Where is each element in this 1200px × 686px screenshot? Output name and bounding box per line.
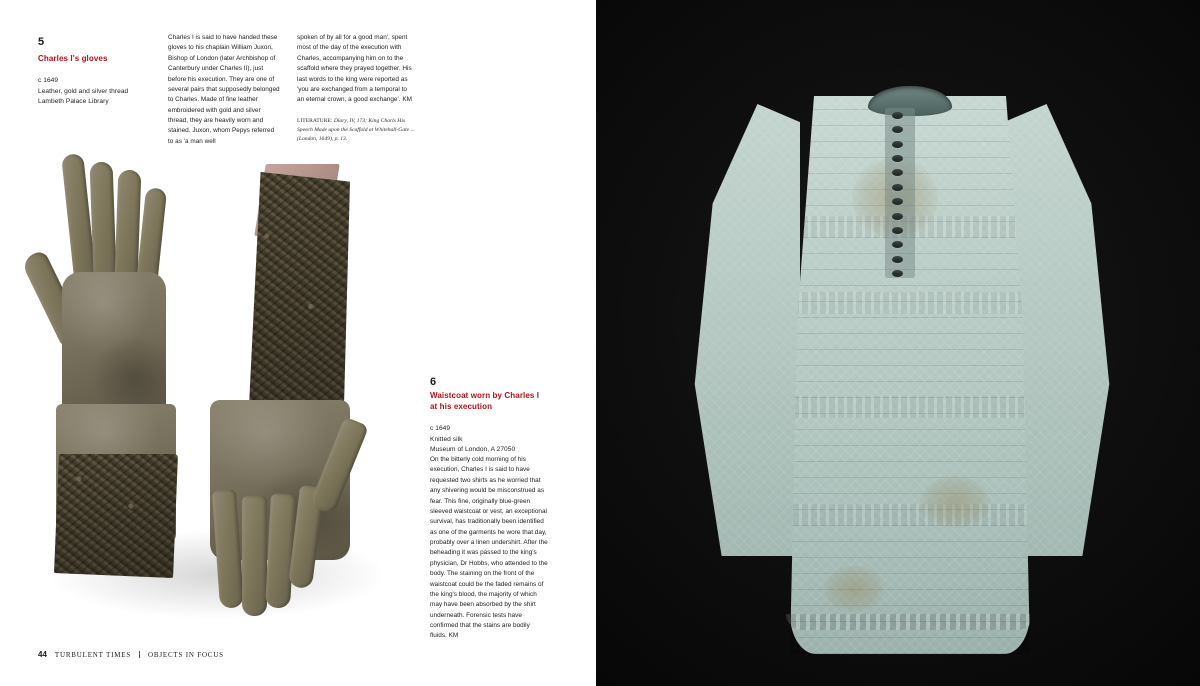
entry-5-metadata (38, 76, 158, 108)
entry-6-materials: Knitted silk (430, 435, 463, 443)
button (892, 227, 903, 234)
button (892, 198, 903, 205)
button (892, 155, 903, 162)
waistcoat-photograph (682, 30, 1122, 660)
entry-5-literature-note (297, 117, 417, 144)
entry-5-date: c 1649 (38, 77, 59, 84)
entry-6-collection: Museum of London, A 27050 (430, 446, 516, 454)
running-head-right: OBJECTS IN FOCUS (148, 651, 224, 659)
waistcoat-hem (786, 614, 1034, 630)
button (892, 256, 903, 263)
literature-label: LITERATURE: (297, 118, 333, 124)
button (892, 169, 903, 176)
entry-5-collection: Lambeth Palace Library (38, 98, 109, 106)
entry-5-body-column-1: Charles I is said to have handed these gloves to his chaplain William Juxon, Bishop of London (later Archbishop of Canterbury under Charles II), just before his execution. They are one of several pairs that supposedly belonged to Charles. Made of fine leather embroidered with gold and silver thread, they are heavily worn and stained. Juxon, whom Pepys referred to as 'a man well (168, 34, 280, 145)
entry-6-body-column-1: On the bitterly cold morning of his execution, Charles I is said to have requested two shirts as he worried that any shivering would be misconstrued as fear. This fine, originally blue-green sleeved waistcoat or vest, an exceptional survival, has traditionally been identified as one of the garments he wore that day, probably over a linen undershirt. After the beheading it was passed to the king's physician, Dr Hobbs, who attended to the body. The staining on the front of the waistcoat could be the faded remains of the king's blood, the majority of which may have been absorbed by the shirt underneath. Forensic tests have confirmed that the stains are bodily fluids. KM (430, 456, 548, 640)
entry-5-materials: Leather, gold and silver thread (38, 87, 129, 95)
waistcoat-pattern-band (790, 504, 1030, 526)
button (892, 241, 903, 248)
page-number: 44 (38, 650, 47, 659)
waistcoat-pattern-band (790, 396, 1030, 418)
entry-5-title: Charles I's gloves (38, 54, 108, 63)
waistcoat-pattern-band (790, 292, 1030, 314)
button (892, 112, 903, 119)
gloves-photograph (28, 150, 408, 620)
literature-text: Diary, IV, 173; King Charls His Speech Made upon the Scaffold at Whitehall-Gate ... (London, 1649), p. 13. (297, 118, 415, 142)
running-head-left: TURBULENT TIMES (54, 651, 132, 659)
entry-5-body-column-2: spoken of by all for a good man', spent most of the day of the execution with Charles, accompanying him on to the scaffold where they prayed together. His last words to the king were reported as 'you are exchanged from a temporal to an eternal crown, a good exchange'. KM (297, 34, 412, 104)
entry-6-number: 6 (430, 376, 437, 388)
waistcoat-left-sleeve (688, 104, 800, 556)
entry-5-number: 5 (38, 36, 45, 48)
folio-divider (139, 651, 140, 658)
button (892, 126, 903, 133)
right-page-photo-plate (596, 0, 1200, 686)
folio (38, 650, 224, 659)
waistcoat-stain (920, 476, 990, 528)
waistcoat-button-row (892, 112, 904, 277)
entry-6-metadata (430, 424, 555, 456)
button (892, 270, 903, 277)
button (892, 213, 903, 220)
glove-front (148, 160, 378, 610)
left-page (0, 0, 596, 686)
waistcoat-stain (824, 566, 884, 612)
entry-6-date: c 1649 (430, 425, 451, 432)
button (892, 184, 903, 191)
button (892, 141, 903, 148)
glove-finger (242, 496, 267, 616)
entry-6-title: Waistcoat worn by Charles I at his execution (430, 391, 540, 411)
